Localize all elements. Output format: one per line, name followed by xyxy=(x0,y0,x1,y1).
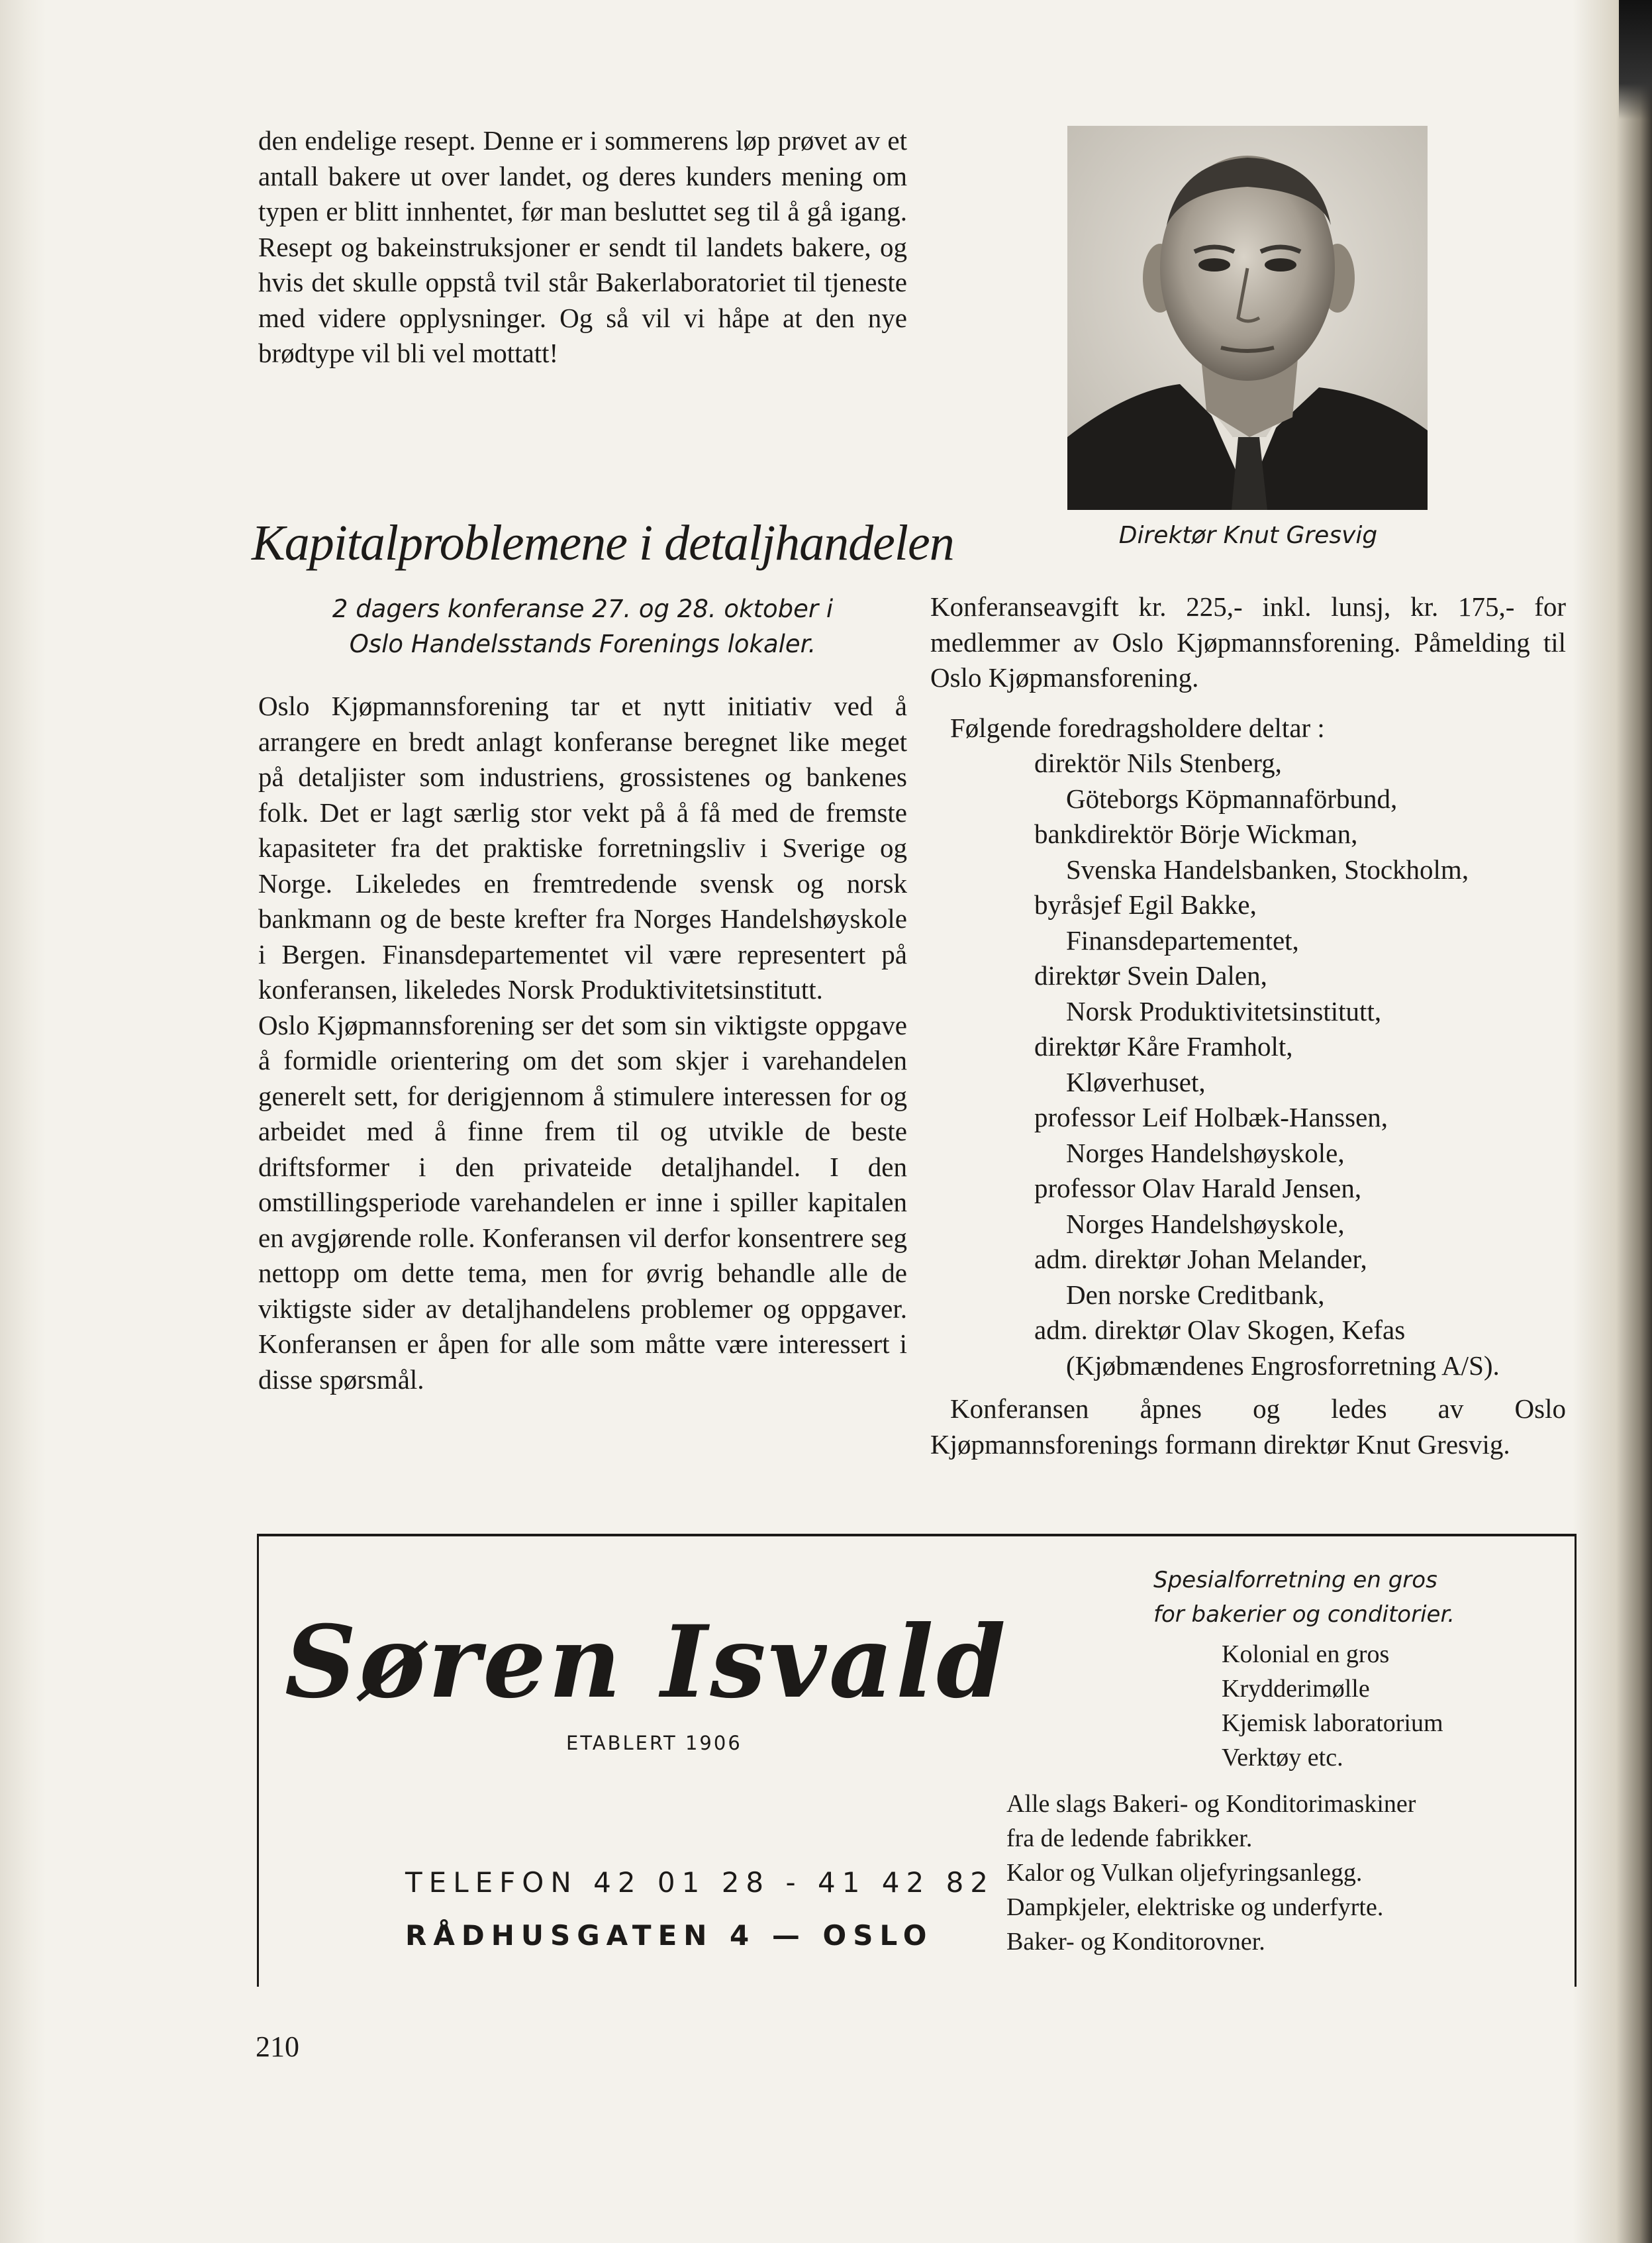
speaker-org: Norges Handelshøyskole, xyxy=(1066,1208,1345,1239)
speaker-entry xyxy=(930,817,1566,887)
speaker-name: adm. direktør Olav Skogen, Kefas xyxy=(1034,1315,1406,1345)
service-line: Alle slags Bakeri- og Konditorimaskiner xyxy=(1006,1790,1416,1818)
speaker-entry xyxy=(930,1313,1566,1383)
speaker-org: Norsk Produktivitetsinstitutt, xyxy=(1066,995,1382,1026)
subtitle-line: Oslo Handelsstands Forenings lokaler. xyxy=(349,630,816,658)
speaker-entry xyxy=(930,958,1566,1029)
speaker-name: direktör Nils Stenberg, xyxy=(1034,748,1282,778)
speaker-org: (Kjøbmændenes Engrosforretning A/S). xyxy=(1066,1350,1500,1381)
service-line: fra de ledende fabrikker. xyxy=(1006,1824,1253,1852)
speaker-org: Finansdepartementet, xyxy=(1066,924,1299,956)
article-title: Kapitalproblemene i detaljhandelen xyxy=(252,515,954,571)
tagline-line: Spesialforretning en gros xyxy=(1153,1567,1437,1593)
product-item: Verktøy etc. xyxy=(1222,1744,1343,1771)
speaker-entry xyxy=(930,1242,1566,1313)
speaker-name: byråsjef Egil Bakke, xyxy=(1034,889,1257,920)
speaker-entry xyxy=(930,1100,1566,1171)
speaker-entry xyxy=(930,746,1566,817)
speaker-org: Svenska Handelsbanken, Stockholm, xyxy=(1066,854,1469,885)
page-edge-right xyxy=(1573,0,1652,2243)
speakers-intro: Følgende foredragsholdere deltar : xyxy=(950,712,1325,743)
book-spine-shadow xyxy=(1619,0,1652,119)
ad-tagline xyxy=(1153,1563,1556,1632)
article-subtitle xyxy=(258,591,907,662)
speaker-entry xyxy=(930,1171,1566,1242)
service-line: Baker- og Konditorovner. xyxy=(1006,1928,1265,1956)
ad-products xyxy=(1222,1637,1556,1775)
page-number: 210 xyxy=(256,2030,299,2063)
speaker-org: Den norske Creditbank, xyxy=(1066,1279,1325,1310)
speaker-list xyxy=(930,746,1566,1383)
speaker-org: Kløverhuset, xyxy=(1066,1066,1206,1097)
speaker-name: professor Olav Harald Jensen, xyxy=(1034,1173,1362,1203)
established-text: ETABLERT 1906 xyxy=(566,1732,742,1754)
service-line: Kalor og Vulkan oljefyringsanlegg. xyxy=(1006,1859,1363,1887)
ad-description xyxy=(1006,1563,1556,1959)
ad-phone: TELEFON 42 01 28 - 41 42 82 xyxy=(405,1866,995,1899)
ad-services xyxy=(1006,1787,1556,1959)
article-body xyxy=(258,689,907,1397)
page-edge-left xyxy=(0,0,46,2243)
speaker-name: bankdirektör Börje Wickman, xyxy=(1034,819,1358,849)
intro-text: den endelige resept. Denne er i sommerens løp prøvet av et antall bakere ut over landet, og deres kunders mening om typen er blitt innhentet, før man besluttet seg til å gå igang. Resept og bakeinstruksjoner er sendt til landets bakere, og hvis det skulle oppstå tvil står Bakerlaboratoriet til tjeneste med videre opplysninger. Og så vil vi håpe at den nye brødtype vil bli vel mottatt! xyxy=(258,125,907,368)
speaker-org: Norges Handelshøyskole, xyxy=(1066,1137,1345,1168)
portrait-photo xyxy=(1067,126,1428,510)
speaker-org: Göteborgs Köpmannaförbund, xyxy=(1066,783,1398,814)
conference-details xyxy=(930,589,1566,1462)
speaker-entry xyxy=(930,887,1566,958)
ad-address: RÅDHUSGATEN 4 — OSLO xyxy=(405,1919,934,1952)
advertiser-logo: Søren Isvald xyxy=(285,1604,1008,1720)
article-paragraph: Oslo Kjøpmannsforening ser det som sin viktigste oppgave å formidle orientering om det som skjer i varehandelen generelt sett, for derigjennom å stimulere interessen for og arbeidet med å finne frem til og utvikle de beste driftsformer i den privateide detaljhandel. I den omstillingsperiode varehandelen er inne i spiller kapitalen en avgjørende rolle. Konferansen vil derfor konsentrere seg nettopp om dette tema, men for øvrig behandle alle de viktigste sider av detaljhandelens problemer og oppgaver. Konferansen er åpen for alle som måtte være interessert i disse spørsmål. xyxy=(258,1009,907,1395)
speaker-entry xyxy=(930,1029,1566,1100)
portrait-image xyxy=(1067,126,1428,510)
tagline-line: for bakerier og conditorier. xyxy=(1153,1601,1455,1628)
photo-caption: Direktør Knut Gresvig xyxy=(1118,522,1378,549)
intro-paragraph xyxy=(258,123,907,372)
service-line: Dampkjeler, elektriske og underfyrte. xyxy=(1006,1893,1384,1921)
speaker-name: adm. direktør Johan Melander, xyxy=(1034,1244,1367,1274)
subtitle-line: 2 dagers konferanse 27. og 28. oktober i xyxy=(332,595,834,623)
product-item: Kolonial en gros xyxy=(1222,1640,1390,1668)
speaker-name: direktør Svein Dalen, xyxy=(1034,960,1267,991)
product-item: Krydderimølle xyxy=(1222,1675,1370,1703)
product-item: Kjemisk laboratorium xyxy=(1222,1709,1443,1737)
speaker-name: professor Leif Holbæk-Hanssen, xyxy=(1034,1102,1388,1132)
article-paragraph: Oslo Kjøpmannsforening tar et nytt initiativ ved å arrangere en bredt anlagt konferanse beregnet like meget på detaljister som industriens, grossistenes og bankenes folk. Det er lagt særlig stor vekt på å få med de fremste kapasiteter fra det praktiske forretningsliv i Sverige og Norge. Likeledes en fremtredende svensk og norsk bankmann og de beste krefter fra Norges Handelshøyskole i Bergen. Finansdepartementet vil være representert på konferansen, likeledes Norsk Produktivitetsinstitutt. xyxy=(258,691,907,1005)
speaker-name: direktør Kåre Framholt, xyxy=(1034,1031,1293,1062)
closing-text: Konferansen åpnes og ledes av Oslo Kjøpmannsforenings formann direktør Knut Gresvig. xyxy=(930,1393,1566,1460)
fee-text: Konferanseavgift kr. 225,- inkl. lunsj, kr. 175,- for medlemmer av Oslo Kjøpmannsforening. Påmelding til Oslo Kjøpmansforening. xyxy=(930,591,1566,693)
